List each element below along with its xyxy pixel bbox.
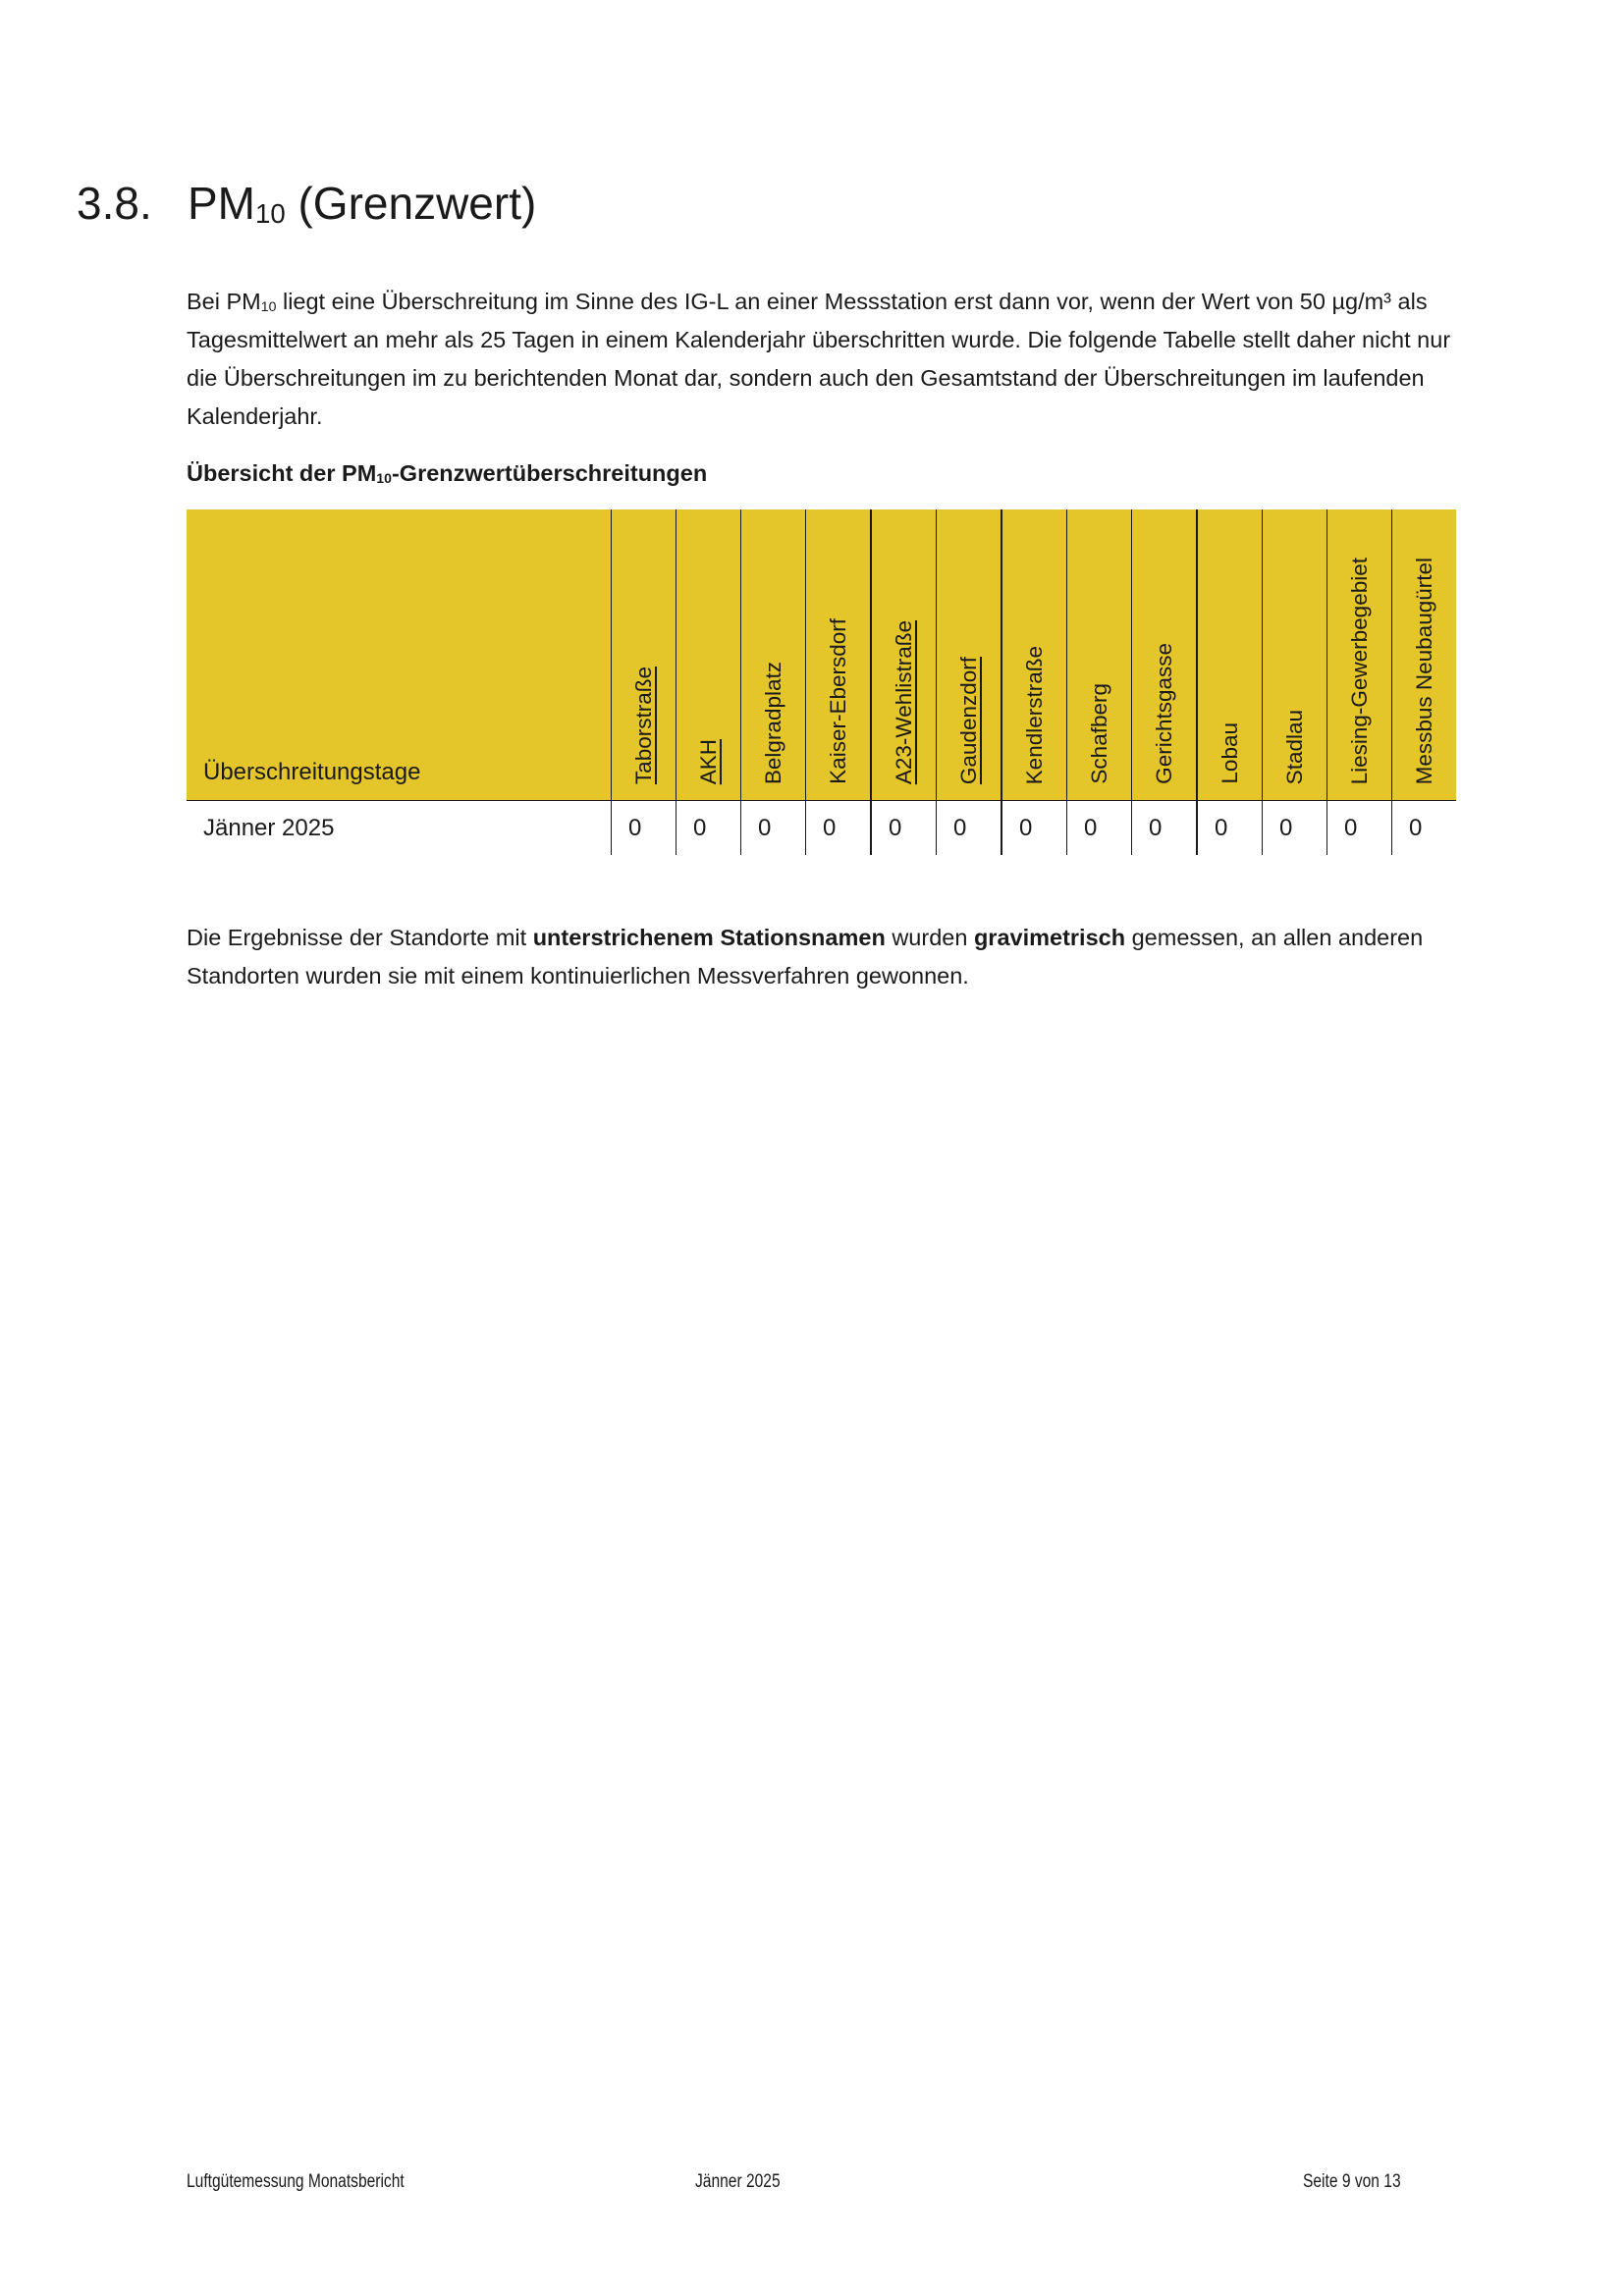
section-title-subscript: 10 [255,198,286,230]
note-bold-1: unterstrichenem Stationsnamen [532,925,886,950]
value-cell: 0 [806,801,872,856]
station-header-cell [1327,509,1392,801]
value-cell: 0 [1327,801,1392,856]
station-name: Kendlerstraße [1021,645,1047,784]
value-cell: 0 [1263,801,1327,856]
station-name: AKH [695,738,721,784]
intro-subscript: 10 [260,298,277,315]
value-cell: 0 [1132,801,1198,856]
station-name: Liesing-Gewerbegebiet [1346,557,1372,784]
station-name: Taborstraße [630,666,656,784]
station-name: Gerichtsgasse [1151,643,1176,784]
value-cell: 0 [1392,801,1457,856]
station-name: Lobau [1217,722,1242,784]
footer-center: Jänner 2025 [695,2171,781,2192]
station-header-cell [871,509,937,801]
station-name: Schafberg [1086,683,1111,784]
station-header-cell [1263,509,1327,801]
table-caption [187,460,707,487]
section-heading [77,177,536,230]
corner-label: Überschreitungstage [203,759,421,785]
footer-right: Seite 9 von 13 [1303,2171,1401,2192]
intro-paragraph [187,283,1463,436]
station-name: Belgradplatz [760,661,785,784]
section-number: 3.8. [77,178,152,229]
value-cell: 0 [937,801,1002,856]
table-row [187,801,1456,856]
value-cell: 0 [1001,801,1067,856]
value-cell: 0 [871,801,937,856]
station-header-cell [937,509,1002,801]
station-header-cell [1197,509,1263,801]
note-text-1: Die Ergebnisse der Standorte mit [187,925,533,950]
station-name: Messbus Neubaugürtel [1411,557,1436,784]
row-label: Jänner 2025 [203,814,335,841]
corner-header-cell [187,509,612,801]
value-cell: 0 [612,801,677,856]
station-header-cell [1392,509,1457,801]
station-header-cell [677,509,741,801]
table-header-row [187,509,1456,801]
caption-text-rest: -Grenzwertüberschreitungen [391,460,708,486]
station-header-cell [741,509,806,801]
value-cell: 0 [741,801,806,856]
table-body [187,801,1456,856]
station-header-cell [612,509,677,801]
note-paragraph [187,919,1473,995]
value-cell: 0 [677,801,741,856]
intro-text-rest: liegt eine Überschreitung im Sinne des IG-L an einer Messstation erst dann vor, wenn der Wert von 50 µg/m³ als Tagesmittelwert an mehr als 25 Tagen in einem Kalenderjahr überschritten wurde. Die folgende Tabelle stellt daher nicht nur die Überschreitungen im zu berichtenden Monat dar, sondern auch den Gesamtstand der Überschreitungen im laufenden Kalenderjahr. [187,289,1451,429]
footer-left: Luftgütemessung Monatsbericht [187,2171,405,2192]
value-cell: 0 [1067,801,1132,856]
station-header-cell [1132,509,1198,801]
section-title-suffix: (Grenzwert) [285,178,537,229]
station-name: Gaudenzdorf [955,656,981,784]
value-cell: 0 [1197,801,1263,856]
intro-text-start: Bei PM [187,289,261,314]
station-header-cell [806,509,872,801]
station-name: A23-Wehlistraße [891,619,916,784]
station-name: Stadlau [1281,709,1307,784]
note-text-3: gemessen, an allen anderen Standorten wurden sie mit einem kontinuierlichen Messverfahren gewonnen. [187,925,1424,988]
station-header-cell [1001,509,1067,801]
caption-subscript: 10 [376,470,392,487]
exceedance-table [187,509,1456,855]
note-bold-2: gravimetrisch [973,925,1126,950]
section-title-prefix: PM [188,178,255,229]
caption-text-start: Übersicht der PM [187,460,377,486]
note-text-2: wurden [885,925,974,950]
station-header-cell [1067,509,1132,801]
station-name: Kaiser-Ebersdorf [825,618,850,784]
